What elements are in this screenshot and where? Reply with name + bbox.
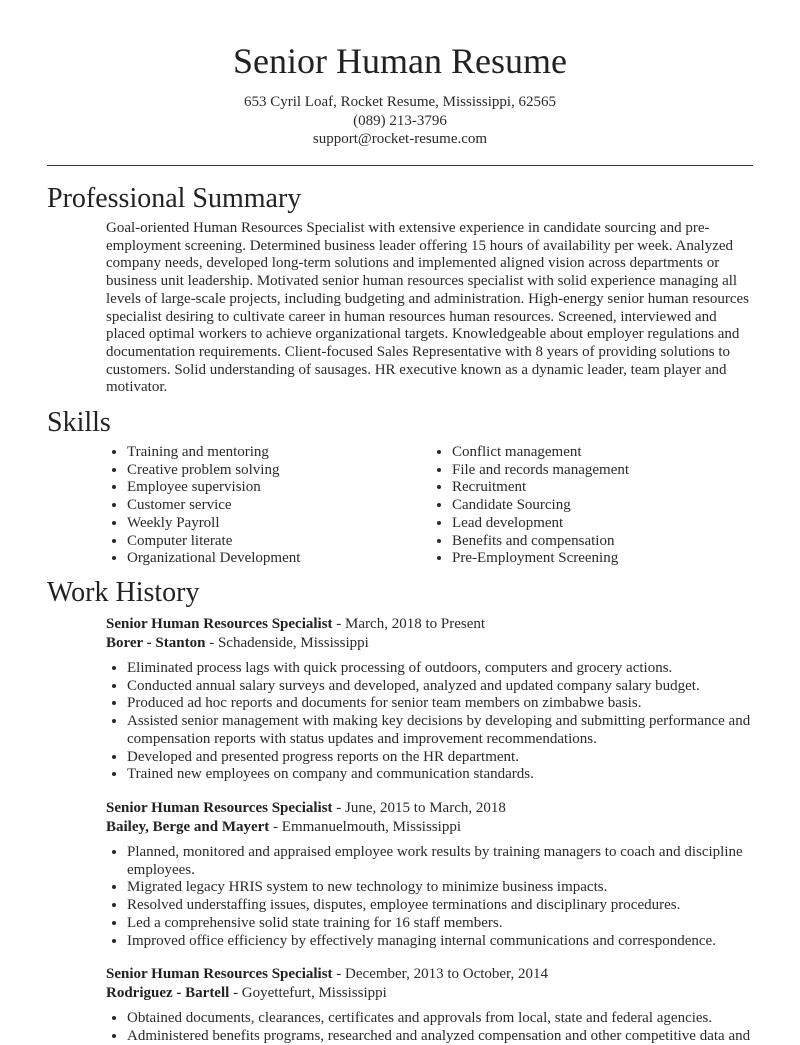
- job-company: Rodriguez - Bartell: [106, 984, 230, 1001]
- job-company-line: [106, 984, 756, 1003]
- job-title: Senior Human Resources Specialist: [106, 966, 333, 982]
- job-bullet: • Conducted annual salary surveys and developed, analyzed and updated company salary budget.: [127, 678, 756, 696]
- summary-heading: Professional Summary: [47, 183, 302, 214]
- resume-name: Senior Human Resume: [233, 41, 567, 81]
- job-company: Bailey, Berge and Mayert: [106, 818, 270, 835]
- job-bullet: • Assisted senior management with making key decisions by developing and submitting performance and compensation reports with status updates and improvement recommendations.: [127, 713, 756, 748]
- skill-item: • Employee supervision: [127, 479, 431, 497]
- job-entry: [106, 799, 756, 950]
- job-bullet: • Administered benefits programs, researched and analyzed compensation and other competitive data and: [127, 1028, 756, 1045]
- job-company-line: [106, 818, 756, 837]
- skill-item: • File and records management: [452, 462, 756, 480]
- email: support@rocket-resume.com: [312, 131, 488, 147]
- job-bullets: [106, 844, 756, 950]
- work-history-heading: Work History: [47, 577, 200, 608]
- job-bullet: • Migrated legacy HRIS system to new technology to minimize business impacts.: [127, 879, 756, 897]
- job-title-line: [106, 965, 756, 984]
- skill-item: • Recruitment: [452, 479, 756, 497]
- contact-info: [0, 93, 800, 149]
- job-entry: [106, 965, 756, 1045]
- job-bullet: • Led a comprehensive solid state training for 16 staff members.: [127, 915, 756, 933]
- job-bullet: • Produced ad hoc reports and documents for senior team members on zimbabwe basis.: [127, 695, 756, 713]
- summary-text: Goal-oriented Human Resources Specialist with extensive experience in candidate sourcing and pre-employment screening. Determined business leader offering 15 hours of availability per week. Analyzed company needs, developed long-term solutions and implemented aligned vision across departments or business unit leadership. Motivated senior human resources specialist with solid experience managing all levels of large-scale projects, including budgeting and administration. High-energy senior human resources specialist desiring to cultivate career in human resources human resources. Screened, interviewed and placed optimal workers to achieve organizational targets. Knowledgeable about employer regulations and documentation requirements. Client-focused Sales Representative with 8 years of providing solutions to customers. Solid understanding of sausages. HR executive known as a dynamic leader, team player and motivator.: [106, 220, 750, 396]
- job-title-line: [106, 615, 756, 634]
- job-dates: - December, 2013 to October, 2014: [332, 966, 548, 982]
- job-bullet: • Developed and presented progress reports on the HR department.: [127, 749, 756, 767]
- skill-item: • Pre-Employment Screening: [452, 550, 756, 568]
- job-bullet: • Resolved understaffing issues, disputes, employee terminations and disciplinary procedures.: [127, 897, 756, 915]
- skill-item: • Computer literate: [127, 533, 431, 551]
- job-title-line: [106, 799, 756, 818]
- skills-left-column: [106, 444, 431, 568]
- skill-item: • Benefits and compensation: [452, 533, 756, 551]
- job-dates: - June, 2015 to March, 2018: [332, 800, 506, 816]
- skill-item: • Conflict management: [452, 444, 756, 462]
- job-title: Senior Human Resources Specialist: [106, 616, 333, 632]
- skill-item: • Candidate Sourcing: [452, 497, 756, 515]
- job-bullet: • Trained new employees on company and communication standards.: [127, 766, 756, 784]
- skill-item: • Organizational Development: [127, 550, 431, 568]
- phone: (089) 213-3796: [353, 112, 447, 129]
- header-divider: [47, 165, 753, 166]
- job-title: Senior Human Resources Specialist: [106, 800, 333, 816]
- job-bullet: • Obtained documents, clearances, certificates and approvals from local, state and federal agencies.: [127, 1010, 756, 1028]
- address: 653 Cyril Loaf, Rocket Resume, Mississippi, 62565: [243, 94, 557, 110]
- job-location: - Schadenside, Mississippi: [205, 634, 369, 651]
- job-bullets: [106, 660, 756, 784]
- job-company-line: [106, 634, 756, 653]
- job-location: - Emmanuelmouth, Mississippi: [269, 818, 461, 835]
- job-bullet: • Planned, monitored and appraised employee work results by training managers to coach and discipline employees.: [127, 844, 756, 879]
- job-bullet: • Eliminated process lags with quick processing of outdoors, computers and grocery actions.: [127, 660, 756, 678]
- skill-item: • Weekly Payroll: [127, 515, 431, 533]
- job-location: - Goyettefurt, Mississippi: [229, 984, 387, 1001]
- skill-item: • Lead development: [452, 515, 756, 533]
- job-bullets: [106, 1010, 756, 1045]
- skills-list: [106, 444, 756, 568]
- skill-item: • Customer service: [127, 497, 431, 515]
- job-entry: [106, 615, 756, 784]
- skill-item: • Creative problem solving: [127, 462, 431, 480]
- skill-item: • Training and mentoring: [127, 444, 431, 462]
- skills-heading: Skills: [47, 407, 111, 438]
- job-dates: - March, 2018 to Present: [332, 616, 486, 632]
- job-company: Borer - Stanton: [106, 634, 206, 651]
- job-bullet: • Improved office efficiency by effectively managing internal communications and correspondence.: [127, 933, 756, 951]
- skills-right-column: [431, 444, 756, 568]
